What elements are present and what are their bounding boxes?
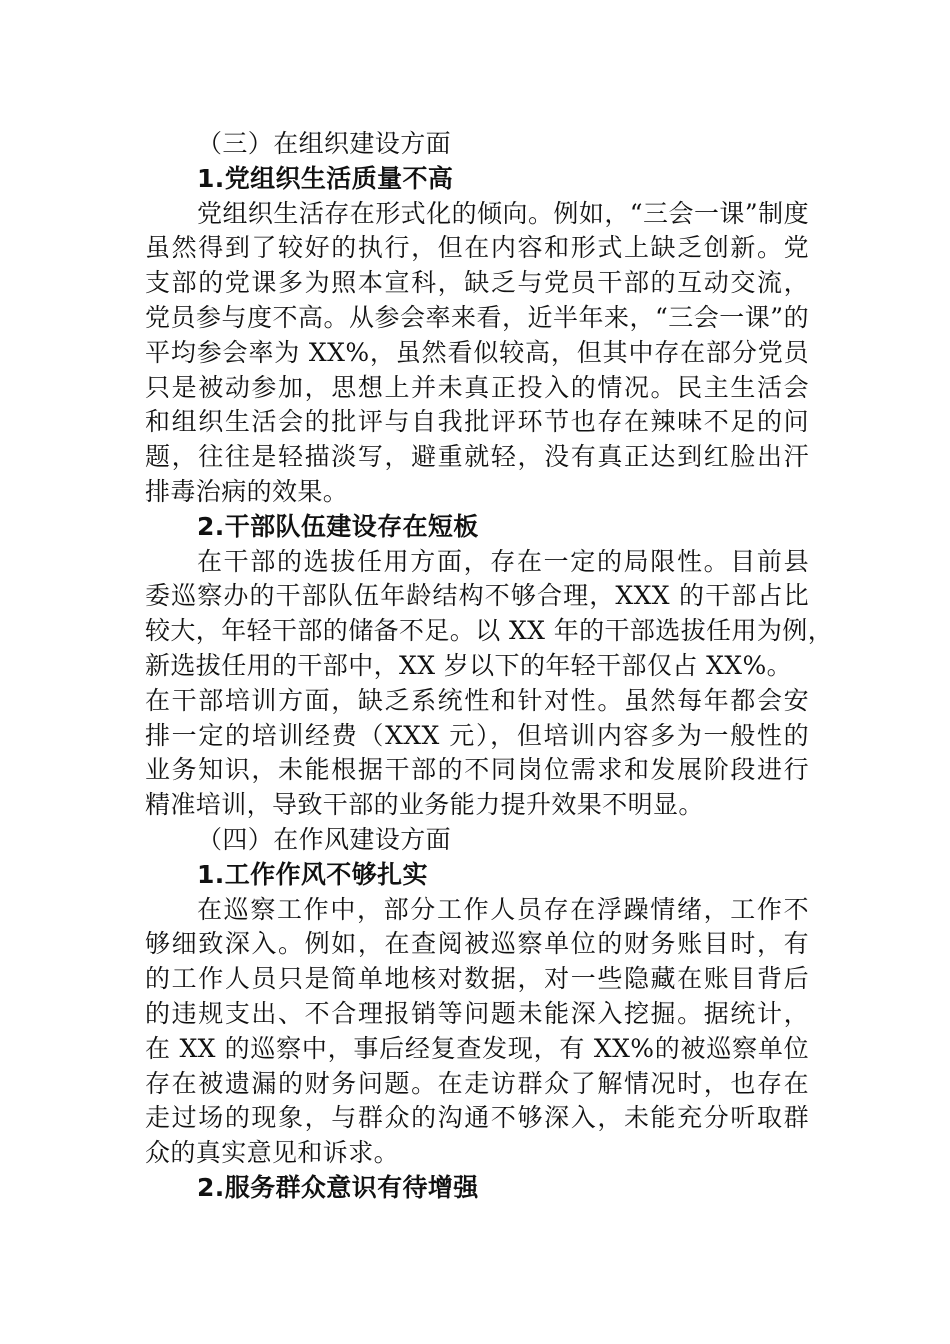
paragraph-line: 题，往往是轻描淡写，避重就轻，没有真正达到红脸出汗 (145, 442, 809, 472)
paragraph-line: 业务知识，未能根据干部的不同岗位需求和发展阶段进行 (145, 755, 809, 785)
paragraph-line: 新选拔任用的干部中，XX 岁以下的年轻干部仅占 XX%。 (145, 650, 793, 680)
section-heading: （四）在作风建设方面 (197, 824, 452, 854)
paragraph-line: 在干部培训方面，缺乏系统性和针对性。虽然每年都会安 (145, 685, 809, 715)
paragraph-line: 党员参与度不高。从参会率来看，近半年来，“三会一课”的 (145, 302, 809, 332)
subsection-title: 1.工作作风不够扎实 (197, 859, 428, 889)
paragraph-line: 党组织生活存在形式化的倾向。例如，“三会一课”制度 (197, 198, 809, 228)
paragraph-line: 够细致深入。例如，在查阅被巡察单位的财务账目时，有 (145, 929, 809, 959)
paragraph-line: 在 XX 的巡察中，事后经复查发现，有 XX%的被巡察单位 (145, 1033, 809, 1063)
paragraph-line: 的违规支出、不合理报销等问题未能深入挖掘。据统计， (145, 998, 809, 1028)
paragraph-line: 平均参会率为 XX%，虽然看似较高，但其中存在部分党员 (145, 337, 809, 367)
paragraph-line: 在巡察工作中，部分工作人员存在浮躁情绪，工作不 (197, 894, 809, 924)
subsection-title: 2.干部队伍建设存在短板 (197, 511, 479, 541)
subsection-title: 2.服务群众意识有待增强 (197, 1172, 479, 1202)
paragraph-line: 在干部的选拔任用方面，存在一定的局限性。目前县 (197, 546, 809, 576)
paragraph-line: 走过场的现象，与群众的沟通不够深入，未能充分听取群 (145, 1103, 809, 1133)
paragraph (145, 893, 809, 1171)
paragraph-line: 只是被动参加，思想上并未真正投入的情况。民主生活会 (145, 372, 809, 402)
paragraph (145, 197, 809, 510)
document-page (145, 127, 834, 1206)
paragraph-line: 众的真实意见和诉求。 (145, 1138, 400, 1168)
subsection-title: 1.党组织生活质量不高 (197, 163, 454, 193)
paragraph-line: 委巡察办的干部队伍年龄结构不够合理，XXX 的干部占比 (145, 581, 809, 611)
paragraph-line: 的工作人员只是简单地核对数据，对一些隐藏在账目背后 (145, 964, 809, 994)
paragraph-line: 存在被遗漏的财务问题。在走访群众了解情况时，也存在 (145, 1068, 809, 1098)
paragraph (145, 545, 834, 823)
paragraph-line: 排一定的培训经费（XXX 元），但培训内容多为一般性的 (145, 720, 809, 750)
paragraph-line: 支部的党课多为照本宣科，缺乏与党员干部的互动交流， (145, 268, 809, 298)
paragraph-line: 和组织生活会的批评与自我批评环节也存在辣味不足的问 (145, 407, 809, 437)
paragraph-line: 排毒治病的效果。 (145, 476, 349, 506)
paragraph-line: 精准培训，导致干部的业务能力提升效果不明显。 (145, 790, 704, 820)
paragraph-line: 较大，年轻干部的储备不足。以 XX 年的干部选拔任用为例， (145, 616, 834, 646)
section-heading: （三）在组织建设方面 (197, 129, 452, 158)
paragraph-line: 虽然得到了较好的执行，但在内容和形式上缺乏创新。党 (145, 233, 809, 263)
